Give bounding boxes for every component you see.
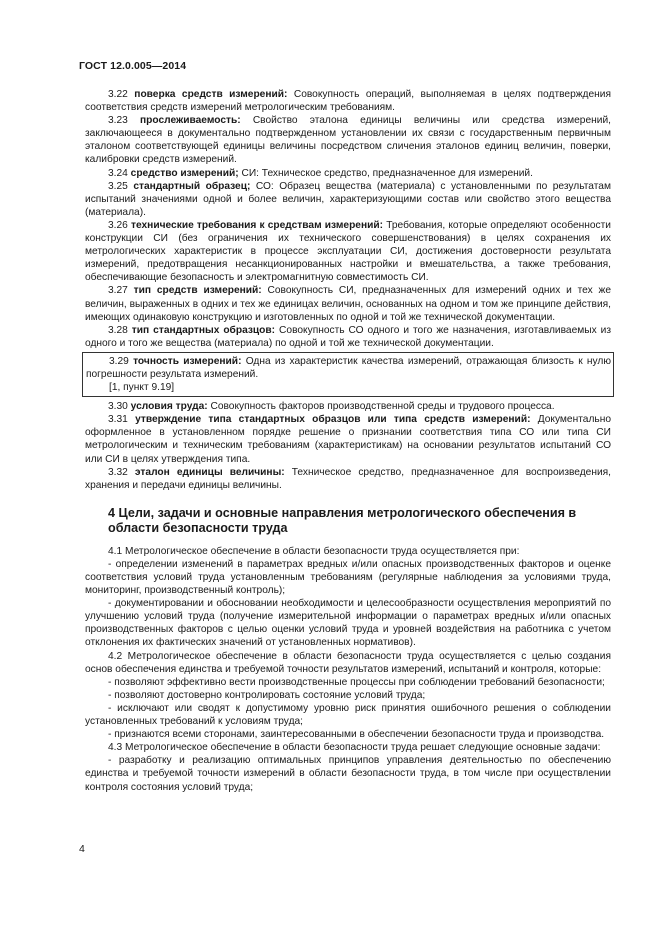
term-number: 3.29 — [109, 355, 129, 367]
term-number: 3.32 — [108, 466, 128, 478]
term-paragraph — [85, 466, 611, 492]
term-number: 3.25 — [108, 180, 128, 192]
term-name: средство измерений; — [130, 167, 239, 179]
term-name: условия труда: — [130, 401, 208, 413]
body-paragraph: 4.1 Метрологическое обеспечение в области безопасности труда осуществляется при: — [108, 545, 520, 557]
term-paragraph — [85, 219, 611, 284]
terms-list — [85, 88, 611, 350]
document-header: ГОСТ 12.0.005—2014 — [79, 60, 187, 72]
term-number: 3.30 — [108, 401, 128, 413]
term-name: эталон единицы величины: — [134, 466, 285, 478]
term-definition: Свойство эталона единицы величины или средства измерений, заключающееся в документально подтвержденном установлении их связи с государственным первичным эталоном соответствующей единицы величины посредством сличения эталонов единиц величин, поверки, калибровки средств измерений. — [85, 115, 611, 166]
term-paragraph — [85, 324, 611, 350]
terms-list — [85, 400, 611, 492]
term-definition: Техническое средство, предназначенное для воспроизведения, хранения и передачи единицы величины. — [85, 466, 611, 491]
term-paragraph — [85, 167, 611, 180]
term-number: 3.27 — [108, 285, 128, 297]
term-name: тип средств измерений: — [133, 285, 262, 297]
body-paragraph: - разработку и реализацию оптимальных принципов управления деятельностью по обеспечению единства и требуемой точности измерений в области безопасности труда, в том числе при осуществлении контроля состояния условий труда; — [85, 755, 611, 793]
body-paragraph: - признаются всеми сторонами, заинтересованными в обеспечении безопасности труда и производства. — [108, 729, 605, 741]
body-paragraph: - позволяют эффективно вести производственные процессы при соблюдении требований безопасности; — [108, 676, 605, 688]
term-definition: Одна из характеристик качества измерений, отражающая близость к нулю погрешности результата измерений. — [86, 355, 611, 380]
section-body — [85, 545, 611, 794]
section-title: 4 Цели, задачи и основные направления метрологического обеспечения в области безопасности труда — [108, 505, 577, 536]
term-paragraph — [85, 180, 611, 219]
term-name: технические требования к средствам измерений: — [131, 219, 384, 231]
boxed-term — [82, 352, 614, 397]
term-name: прослеживаемость: — [140, 115, 241, 127]
term-number: 3.26 — [108, 219, 128, 231]
body-paragraph: - позволяют достоверно контролировать состояние условий труда; — [108, 689, 426, 701]
term-paragraph — [85, 284, 611, 323]
term-definition: Совокупность СО одного и того же назначения, изготавливаемых из одного и того же вещества (материала) по одной и той же технической документации. — [85, 324, 611, 349]
term-number: 3.23 — [108, 115, 128, 127]
term-definition: Документально оформленное в установленном порядке решение о признании соответствия типа СО или типа СИ метрологическим и техническим требованиям (характеристикам) на основании результатов испытаний СО или СИ в целях утверждения типа. — [85, 414, 611, 465]
term-reference: [1, пункт 9.19] — [109, 382, 175, 394]
term-paragraph — [85, 114, 611, 166]
term-name: точность измерений: — [133, 355, 242, 367]
term-definition: Совокупность факторов производственной среды и трудового процесса. — [207, 401, 555, 413]
term-definition: СИ: Техническое средство, предназначенное для измерений. — [238, 167, 533, 179]
body-paragraph: 4.3 Метрологическое обеспечение в области безопасности труда решает следующие основные задачи: — [108, 742, 601, 754]
body-paragraph: - исключают или сводят к допустимому уровню риск принятия ошибочного решения о соблюдении установленных требований к условиям труда; — [85, 702, 611, 728]
term-number: 3.28 — [108, 324, 128, 336]
term-number: 3.24 — [108, 167, 128, 179]
term-name: поверка средств измерений: — [134, 89, 288, 100]
term-definition: Совокупность операций, выполняемая в целях подтверждения соответствия средств измерений метрологическим требованиям. — [85, 89, 611, 114]
term-definition: Совокупность СИ, предназначенных для измерений одних и тех же величин, выраженных в одних и тех же единицах величин, основанных на одном и том же принципе действия, имеющих одинаковую конструкцию и изготовленных по одной и той же технической документации. — [85, 285, 611, 323]
term-number: 3.31 — [108, 414, 128, 426]
term-number: 3.22 — [108, 89, 128, 100]
body-paragraph: 4.2 Метрологическое обеспечение в области безопасности труда осуществляется с целью создания основ обеспечения единства и требуемой точности результатов измерений, испытаний и контроля, которые: — [85, 650, 611, 675]
body-paragraph: - документировании и обосновании необходимости и целесообразности осуществления мероприятий по улучшению условий труда (получение измерительной информации о параметрах вредных и/или опасных производственных факторов с целью оценки условий труда и уровней воздействия на работника с учетом отклонения их фактических значений от установленных нормативов). — [85, 598, 611, 649]
term-name: стандартный образец; — [133, 180, 251, 192]
term-paragraph — [86, 355, 611, 381]
term-name: утверждение типа стандартных образцов или типа средств измерений: — [135, 414, 531, 426]
page-number: 4 — [79, 843, 85, 855]
term-name: тип стандартных образцов: — [131, 324, 276, 336]
term-paragraph — [85, 413, 611, 465]
term-paragraph — [85, 400, 611, 413]
page-content — [85, 88, 611, 794]
body-paragraph: - определении изменений в параметрах вредных и/или опасных производственных факторов и оценке соответствия условий труда установленным требованиям (регулярные наблюдения за условиями труда, мониторинг, производственный контроль); — [85, 558, 611, 597]
term-definition: СО: Образец вещества (материала) с установленными по результатам испытаний значениями одной и более величин, характеризующими состав или свойство этого вещества (материала). — [85, 180, 611, 218]
term-paragraph — [85, 88, 611, 114]
term-definition: Требования, которые определяют особенности конструкции СИ (без ограничения их технического совершенствования) в целях сохранения их метрологических характеристик в процессе эксплуатации СИ, достижения достоверности результата измерений, предотвращения несанкционированных настройки и вмешательства, а также требования, обеспечивающие безопасность и электромагнитную совместимость СИ. — [85, 219, 611, 284]
